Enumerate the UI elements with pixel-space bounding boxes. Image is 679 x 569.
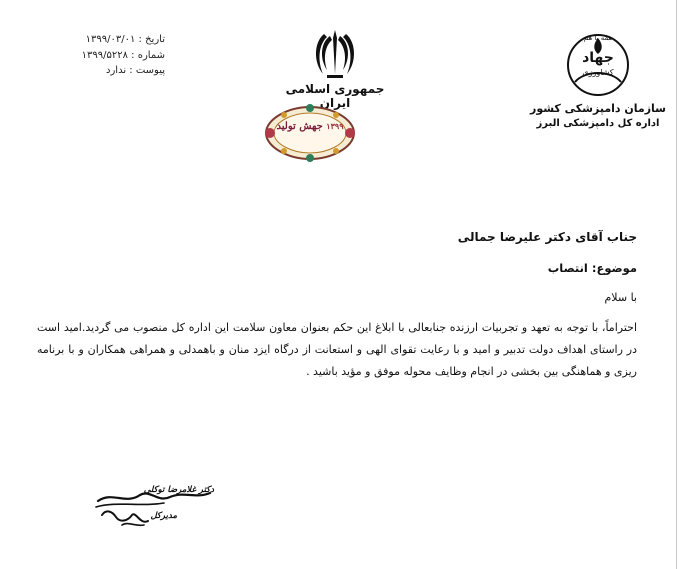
signer-name: دکتر غلامرضا توکلی (143, 485, 214, 495)
greeting: با سلام (604, 291, 637, 304)
republic-name: جمهوری اسلامی ایران (285, 82, 385, 110)
letter-body (37, 230, 637, 383)
page-edge (676, 0, 677, 569)
letter-number: شماره : ۱۳۹۹/۵۲۲۸ (81, 49, 165, 61)
organization-block (528, 30, 668, 129)
logo-main-text: جهاد (582, 50, 614, 66)
ornament-frame-icon (262, 103, 358, 163)
jihad-agriculture-logo (563, 30, 633, 100)
logo-sub-text: کشاورزی (582, 68, 614, 77)
organization-name: سازمان دامپزشکی کشور (530, 102, 666, 115)
national-emblem-block (270, 28, 400, 110)
production-leap-banner (262, 103, 358, 163)
signer-title: مدیرکل (150, 511, 177, 521)
banner-text (262, 121, 358, 132)
signature-block (92, 481, 222, 541)
subject-line: موضوع: انتصاب (547, 261, 637, 275)
letter-attachment: پیوست : ندارد (106, 65, 165, 76)
department-name: اداره کل دامپزشکی البرز (536, 118, 660, 129)
body-paragraph: احتراماً، با توجه به تعهد و تجربیات ارزنده جنابعالی با ابلاغ این حکم بعنوان معاون سلامت این اداره کل منصوب می گردید.امید است در راستای اهداف دولت تدبیر و امید و با رعایت تقوای الهی و استعانت از درگاه ایزد منان و باهمدلی و همراهی همکاران و با برنامه ریزی و هماهنگی بین بخشی در انجام وظایف محوله موفق و مؤید باشید . (37, 321, 637, 378)
iran-emblem-icon (313, 28, 357, 80)
banner-slogan: جهش تولید (276, 121, 323, 132)
letter-meta (55, 32, 165, 79)
banner-year: ۱۳۹۹ (326, 121, 344, 131)
addressee: جناب آقای دکتر علیرضا جمالی (457, 230, 637, 244)
logo-top-text: همه با هم (583, 34, 613, 42)
letter-date: تاریخ : ۱۳۹۹/۰۳/۰۱ (85, 34, 165, 45)
